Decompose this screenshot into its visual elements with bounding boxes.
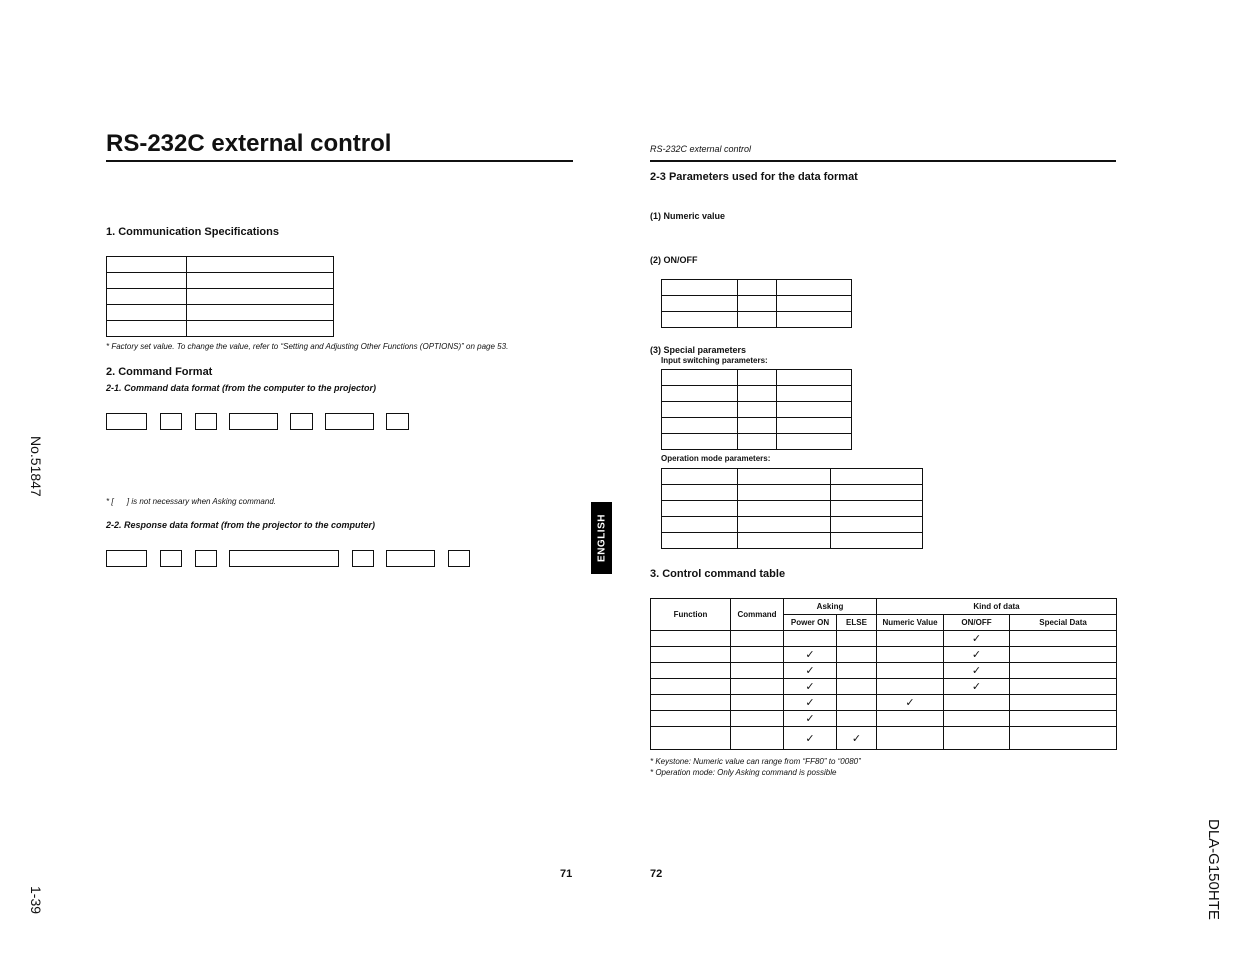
table-cell — [831, 533, 923, 549]
header-command: Command — [731, 599, 784, 631]
table-cell: ✓ — [944, 647, 1010, 663]
table-row — [662, 312, 852, 328]
table-cell — [831, 469, 923, 485]
table-cell — [731, 711, 784, 727]
table-cell — [662, 517, 738, 533]
section1-heading: 1. Communication Specifications — [106, 226, 279, 238]
response-format-subheading: 2-2. Response data format (from the projector to the computer) — [106, 520, 376, 530]
table-row — [662, 485, 923, 501]
table-cell — [187, 289, 334, 305]
table-row — [662, 280, 852, 296]
table-cell — [662, 386, 738, 402]
table-cell — [777, 402, 852, 418]
table-cell — [944, 695, 1010, 711]
table-cell: ✓ — [877, 695, 944, 711]
table-cell — [662, 418, 738, 434]
table-row — [662, 469, 923, 485]
operation-mode-table — [661, 468, 923, 549]
table-cell — [877, 727, 944, 750]
table-cell — [187, 305, 334, 321]
table-cell — [777, 418, 852, 434]
header-rule — [650, 160, 1116, 162]
control-table-body — [651, 631, 1117, 750]
table-cell — [777, 296, 852, 312]
table-cell — [877, 663, 944, 679]
table-row — [662, 370, 852, 386]
table-row — [107, 273, 334, 289]
table-cell — [662, 434, 738, 450]
table-cell — [731, 727, 784, 750]
table-cell — [877, 711, 944, 727]
response-field-box — [352, 550, 374, 567]
section1-footnote: * Factory set value. To change the value, refer to “Setting and Adjusting Other Functions (OPTIONS)” on page 53. — [106, 342, 509, 351]
table-cell — [837, 631, 877, 647]
table-cell — [662, 402, 738, 418]
table-cell — [107, 289, 187, 305]
table-cell: ✓ — [784, 695, 837, 711]
table-cell — [837, 663, 877, 679]
header-numeric-value: Numeric Value — [877, 615, 944, 631]
table-row — [651, 695, 1117, 711]
page-title: RS-232C external control — [106, 130, 392, 157]
operation-mode-label: Operation mode parameters: — [661, 454, 771, 463]
table-row — [662, 533, 923, 549]
input-switching-table — [661, 369, 852, 450]
table-row — [651, 679, 1117, 695]
table-cell — [1010, 647, 1117, 663]
header-kind-of-data: Kind of data — [877, 599, 1117, 615]
right-page-number: 72 — [650, 868, 663, 880]
page-code: 1-39 — [28, 886, 44, 915]
table-cell — [877, 647, 944, 663]
table-cell — [1010, 631, 1117, 647]
table-cell — [738, 434, 777, 450]
table-cell — [784, 631, 837, 647]
response-field-box — [106, 550, 147, 567]
table-cell — [738, 280, 777, 296]
table-cell — [662, 469, 738, 485]
command-field-box — [290, 413, 313, 430]
table-row — [651, 647, 1117, 663]
table-cell — [777, 434, 852, 450]
header-power-on: Power ON — [784, 615, 837, 631]
response-field-box — [160, 550, 182, 567]
table-cell — [738, 469, 831, 485]
table-cell — [738, 517, 831, 533]
response-field-box — [448, 550, 470, 567]
table-cell: ✓ — [784, 727, 837, 750]
table-cell — [738, 402, 777, 418]
table-cell — [831, 517, 923, 533]
table-cell — [1010, 663, 1117, 679]
table-cell — [837, 695, 877, 711]
onoff-label: (2) ON/OFF — [650, 255, 698, 265]
table-header-row — [651, 599, 1117, 615]
table-cell — [1010, 679, 1117, 695]
table-cell — [662, 533, 738, 549]
language-tab-label: ENGLISH — [596, 514, 607, 562]
table-cell — [662, 485, 738, 501]
table-cell — [107, 305, 187, 321]
asking-footnote: * [ ] is not necessary when Asking command. — [106, 497, 276, 506]
table-cell — [777, 386, 852, 402]
response-field-box — [195, 550, 217, 567]
table-cell — [738, 370, 777, 386]
table-row — [662, 434, 852, 450]
table-cell — [651, 679, 731, 695]
header-else: ELSE — [837, 615, 877, 631]
table-cell: ✓ — [944, 631, 1010, 647]
table-cell — [738, 312, 777, 328]
table-cell — [777, 312, 852, 328]
table-cell — [651, 663, 731, 679]
table-cell — [662, 501, 738, 517]
keystone-note: * Keystone: Numeric value can range from “FF80” to “0080” — [650, 757, 861, 766]
table-cell: ✓ — [944, 679, 1010, 695]
table-cell: ✓ — [784, 647, 837, 663]
document-number: No.51847 — [28, 436, 44, 497]
table-cell: ✓ — [784, 711, 837, 727]
table-cell — [944, 727, 1010, 750]
table-cell — [662, 312, 738, 328]
table-row — [662, 402, 852, 418]
command-field-box — [160, 413, 182, 430]
command-field-box — [229, 413, 278, 430]
table-cell — [731, 663, 784, 679]
table-cell — [837, 647, 877, 663]
table-cell — [831, 485, 923, 501]
table-row — [107, 257, 334, 273]
command-field-box — [325, 413, 374, 430]
table-cell — [107, 273, 187, 289]
table-cell — [877, 631, 944, 647]
table-row — [662, 386, 852, 402]
table-cell — [651, 631, 731, 647]
header-function: Function — [651, 599, 731, 631]
table-cell: ✓ — [837, 727, 877, 750]
table-cell — [738, 296, 777, 312]
table-cell — [731, 647, 784, 663]
table-cell — [1010, 711, 1117, 727]
table-row — [651, 631, 1117, 647]
table-row — [662, 501, 923, 517]
table-cell — [107, 321, 187, 337]
section23-heading: 2-3 Parameters used for the data format — [650, 171, 858, 183]
table-cell — [777, 370, 852, 386]
table-cell — [651, 727, 731, 750]
table-cell — [187, 273, 334, 289]
numeric-value-label: (1) Numeric value — [650, 211, 726, 221]
table-cell — [831, 501, 923, 517]
table-row — [651, 663, 1117, 679]
table-row — [651, 727, 1117, 750]
table-cell — [738, 386, 777, 402]
table-cell: ✓ — [784, 679, 837, 695]
table-cell — [1010, 695, 1117, 711]
table-cell — [651, 647, 731, 663]
input-switching-label: Input switching parameters: — [661, 356, 768, 365]
table-row — [651, 711, 1117, 727]
table-cell — [738, 485, 831, 501]
command-field-box — [386, 413, 409, 430]
response-field-box — [386, 550, 435, 567]
operation-mode-note: * Operation mode: Only Asking command is possible — [650, 768, 837, 777]
special-parameters-label: (3) Special parameters — [650, 345, 747, 355]
table-cell — [738, 418, 777, 434]
section2-heading: 2. Command Format — [106, 366, 213, 378]
table-row — [107, 305, 334, 321]
section3-heading: 3. Control command table — [650, 568, 786, 580]
table-cell: ✓ — [944, 663, 1010, 679]
table-row — [107, 289, 334, 305]
table-cell — [837, 679, 877, 695]
table-cell — [944, 711, 1010, 727]
response-field-box — [229, 550, 339, 567]
command-format-subheading: 2-1. Command data format (from the computer to the projector) — [106, 383, 377, 393]
command-field-box — [106, 413, 147, 430]
table-cell — [651, 695, 731, 711]
header-on-off: ON/OFF — [944, 615, 1010, 631]
table-row — [107, 321, 334, 337]
table-cell — [187, 321, 334, 337]
table-cell — [1010, 727, 1117, 750]
table-row — [662, 296, 852, 312]
table-cell — [662, 296, 738, 312]
table-cell — [738, 501, 831, 517]
table-cell — [777, 280, 852, 296]
table-row — [662, 418, 852, 434]
header-special-data: Special Data — [1010, 615, 1117, 631]
running-header: RS-232C external control — [650, 144, 752, 154]
title-rule — [106, 160, 573, 162]
table-cell — [837, 711, 877, 727]
table-cell — [738, 533, 831, 549]
left-page-number: 71 — [560, 868, 573, 880]
language-tab — [591, 502, 612, 574]
control-command-table — [650, 598, 1117, 750]
communication-spec-table — [106, 256, 334, 337]
table-cell — [662, 370, 738, 386]
table-cell — [731, 695, 784, 711]
table-cell: ✓ — [784, 663, 837, 679]
table-cell — [107, 257, 187, 273]
table-row — [662, 517, 923, 533]
table-cell — [877, 679, 944, 695]
table-cell — [651, 711, 731, 727]
onoff-table — [661, 279, 852, 328]
header-asking: Asking — [784, 599, 877, 615]
command-field-box — [195, 413, 217, 430]
table-cell — [731, 631, 784, 647]
model-name: DLA-G150HTE — [1205, 819, 1222, 920]
table-cell — [187, 257, 334, 273]
table-cell — [731, 679, 784, 695]
table-cell — [662, 280, 738, 296]
